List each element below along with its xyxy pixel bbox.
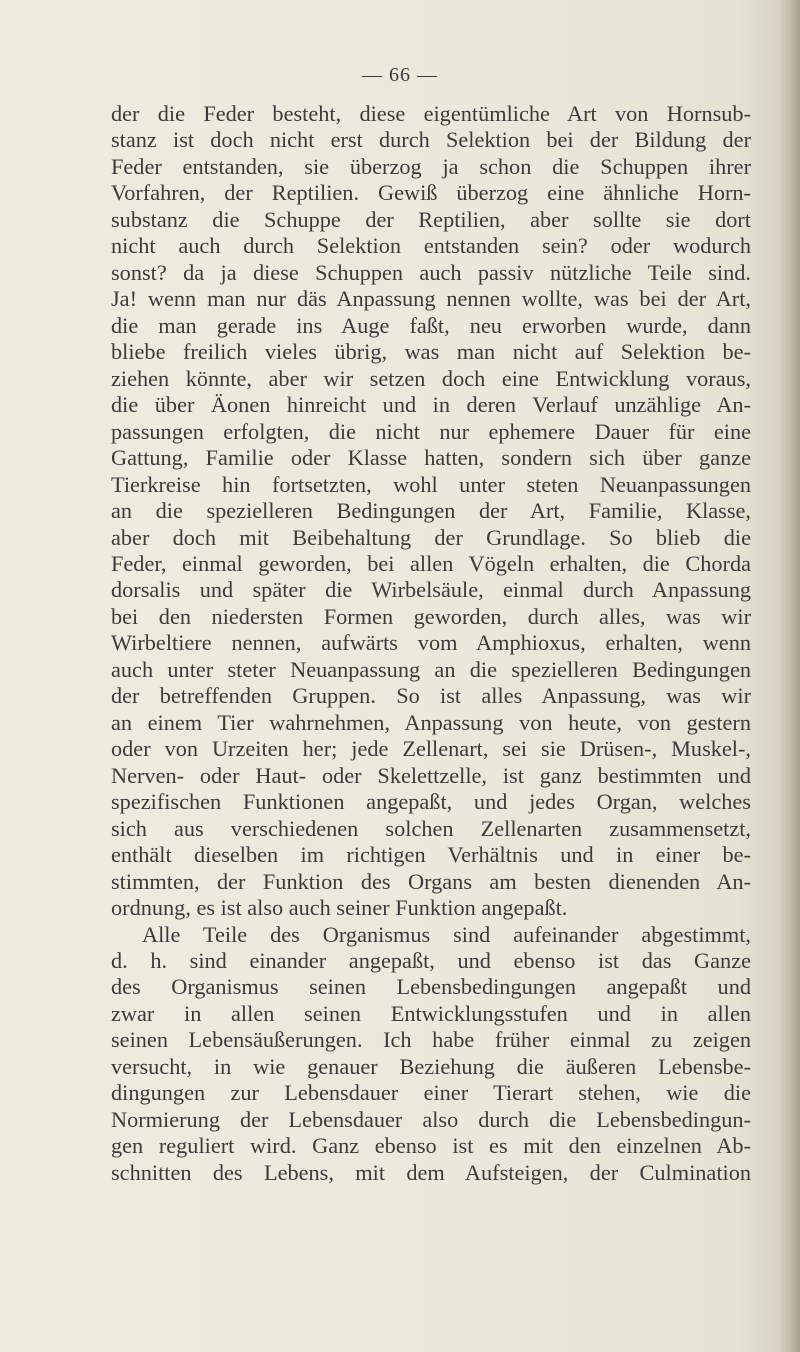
text-line: gen reguliert wird. Ganz ebenso ist es mit den einzelnen Ab-	[111, 1133, 751, 1159]
text-line: die über Äonen hinreicht und in deren Verlauf unzählige An-	[111, 392, 751, 418]
text-line: schnitten des Lebens, mit dem Aufsteigen, der Culmination	[111, 1159, 751, 1185]
text-line: bei den niedersten Formen geworden, durch alles, was wir	[111, 603, 751, 629]
text-line: oder von Urzeiten her; jede Zellenart, sei sie Drüsen-, Muskel-,	[111, 736, 751, 762]
text-line: der die Feder besteht, diese eigentümliche Art von Hornsub-	[111, 101, 751, 126]
text-line: dorsalis und später die Wirbelsäule, einmal durch Anpassung	[111, 577, 751, 603]
paragraph-end-line: ordnung, es ist also auch seiner Funktion angepaßt.	[111, 895, 568, 921]
page-edge-shadow	[778, 0, 800, 1352]
text-line: passungen erfolgten, die nicht nur ephemere Dauer für eine	[111, 418, 751, 444]
text-line: die man gerade ins Auge faßt, neu erworben wurde, dann	[111, 312, 751, 338]
text-line: dingungen zur Lebensdauer einer Tierart stehen, wie die	[111, 1080, 751, 1106]
text-line: versucht, in wie genauer Beziehung die äußeren Lebensbe-	[111, 1053, 751, 1079]
text-line: d. h. sind einander angepaßt, und ebenso ist das Ganze	[111, 948, 751, 973]
text-line: sonst? da ja diese Schuppen auch passiv nützliche Teile sind.	[111, 259, 751, 285]
text-line: Feder, einmal geworden, bei allen Vögeln erhalten, die Chorda	[111, 550, 751, 576]
text-line: Vorfahren, der Reptilien. Gewiß überzog eine ähnliche Horn-	[111, 180, 751, 206]
body-text	[111, 101, 751, 1186]
text-line: bliebe freilich vieles übrig, was man nicht auf Selektion be-	[111, 339, 751, 365]
paragraph-start-line: Alle Teile des Organismus sind aufeinander abgestimmt,	[142, 921, 751, 947]
text-line: Gattung, Familie oder Klasse hatten, sondern sich über ganze	[111, 445, 751, 471]
text-line: sich aus verschiedenen solchen Zellenarten zusammensetzt,	[111, 815, 751, 841]
text-line: an die spezielleren Bedingungen der Art, Familie, Klasse,	[111, 498, 751, 524]
text-line: seinen Lebensäußerungen. Ich habe früher einmal zu zeigen	[111, 1027, 751, 1053]
text-line: enthält dieselben im richtigen Verhältnis und in einer be-	[111, 842, 751, 868]
text-line: aber doch mit Beibehaltung der Grundlage. So blieb die	[111, 524, 751, 550]
text-line: Tierkreise hin fortsetzten, wohl unter steten Neuanpassungen	[111, 471, 751, 497]
page-number: — 66 —	[362, 64, 438, 86]
text-line: stimmten, der Funktion des Organs am besten dienenden An-	[111, 868, 751, 894]
text-line: Ja! wenn man nur däs Anpassung nennen wollte, was bei der Art,	[111, 286, 751, 312]
text-line: Feder entstanden, sie überzog ja schon die Schuppen ihrer	[111, 153, 751, 179]
text-line: stanz ist doch nicht erst durch Selektion bei der Bildung der	[111, 127, 751, 153]
text-line: der betreffenden Gruppen. So ist alles Anpassung, was wir	[111, 683, 751, 709]
text-line: ziehen könnte, aber wir setzen doch eine Entwicklung voraus,	[111, 365, 751, 391]
text-line: an einem Tier wahrnehmen, Anpassung von heute, von gestern	[111, 709, 751, 735]
text-line: Wirbeltiere nennen, aufwärts vom Amphioxus, erhalten, wenn	[111, 630, 751, 656]
text-line: spezifischen Funktionen angepaßt, und jedes Organ, welches	[111, 789, 751, 815]
text-line: nicht auch durch Selektion entstanden sein? oder wodurch	[111, 233, 751, 259]
text-line: Normierung der Lebensdauer also durch die Lebensbedingun-	[111, 1106, 751, 1132]
text-line: auch unter steter Neuanpassung an die spezielleren Bedingungen	[111, 656, 751, 682]
text-line: zwar in allen seinen Entwicklungsstufen und in allen	[111, 1000, 751, 1026]
text-line: des Organismus seinen Lebensbedingungen angepaßt und	[111, 974, 751, 1000]
text-line: substanz die Schuppe der Reptilien, aber sollte sie dort	[111, 206, 751, 232]
text-line: Nerven- oder Haut- oder Skelettzelle, ist ganz bestimmten und	[111, 762, 751, 788]
